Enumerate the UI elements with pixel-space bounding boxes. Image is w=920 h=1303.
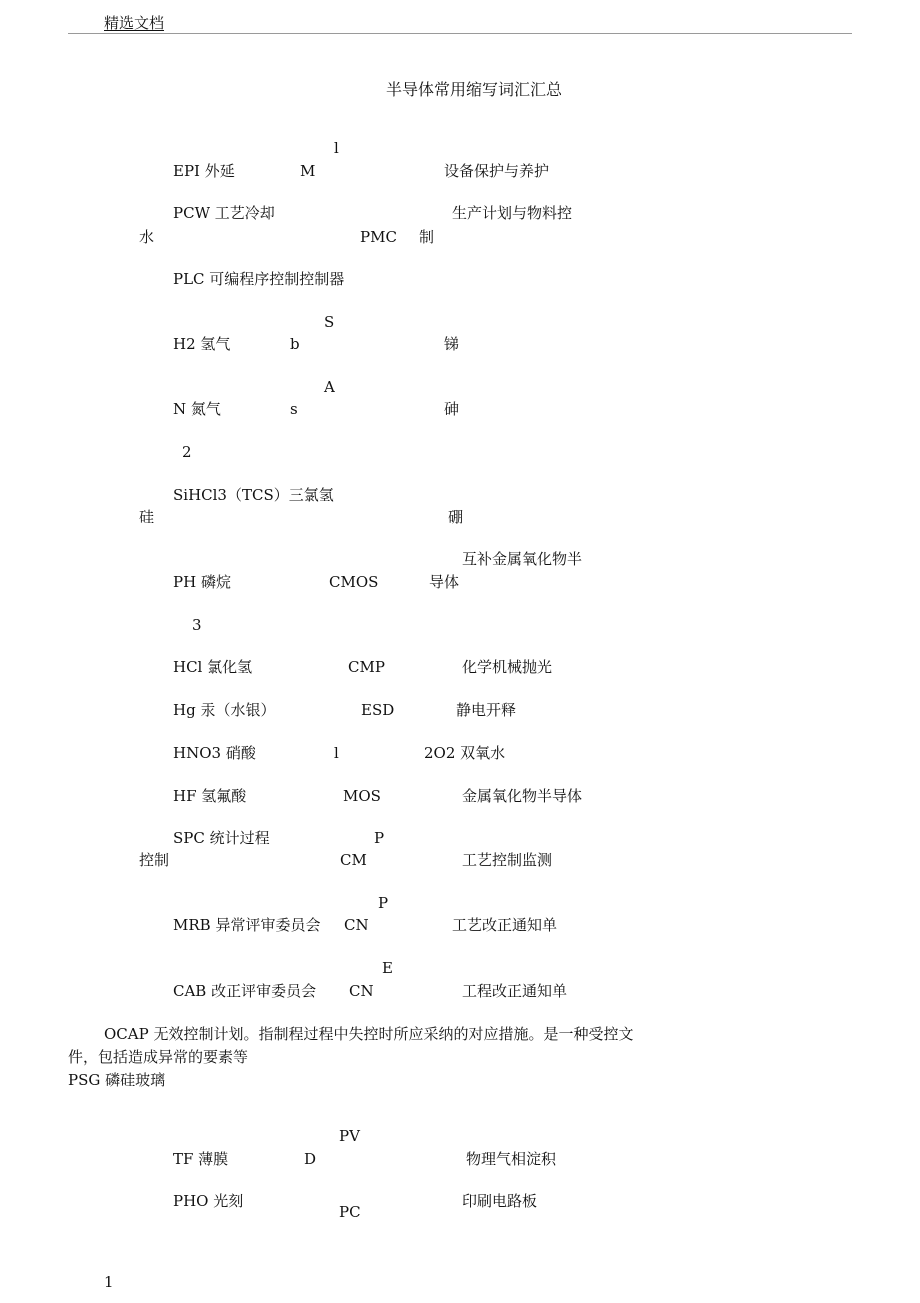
glossary-text: 工艺改正通知单 bbox=[452, 916, 558, 934]
glossary-text: Hg 汞（水银） bbox=[173, 701, 276, 719]
glossary-text: l bbox=[334, 139, 339, 157]
glossary-text: HCl 氯化氢 bbox=[173, 658, 253, 676]
glossary-text: 砷 bbox=[444, 400, 460, 418]
glossary-text: SPC 统计过程 bbox=[173, 829, 270, 847]
glossary-text: CAB 改正评审委员会 bbox=[173, 982, 317, 1000]
glossary-text: 锑 bbox=[444, 335, 460, 353]
glossary-text: D bbox=[304, 1150, 317, 1168]
header-rule bbox=[68, 33, 852, 34]
glossary-text: S bbox=[324, 313, 335, 331]
glossary-text: CN bbox=[349, 982, 374, 1000]
glossary-text: PSG 磷硅玻璃 bbox=[68, 1071, 166, 1089]
glossary-text: N 氮气 bbox=[173, 400, 221, 418]
glossary-text: CN bbox=[344, 916, 369, 934]
glossary-text: MRB 异常评审委员会 bbox=[173, 916, 321, 934]
glossary-text: 制 bbox=[419, 228, 435, 246]
glossary-text: HNO3 硝酸 bbox=[173, 744, 256, 762]
glossary-text: A bbox=[324, 378, 335, 396]
glossary-text: SiHCl3（TCS）三氯氢 bbox=[173, 486, 334, 504]
glossary-text: 2O2 双氧水 bbox=[424, 744, 506, 762]
glossary-text: P bbox=[374, 829, 385, 847]
glossary-text: 设备保护与养护 bbox=[444, 162, 550, 180]
glossary-text: 互补金属氧化物半 bbox=[462, 550, 583, 568]
glossary-text: HF 氢氟酸 bbox=[173, 787, 247, 805]
glossary-text: 3 bbox=[192, 616, 202, 634]
glossary-text: H2 氢气 bbox=[173, 335, 231, 353]
glossary-text: l bbox=[334, 744, 339, 762]
glossary-text: PC bbox=[339, 1203, 361, 1221]
glossary-text: CMOS bbox=[329, 573, 379, 591]
glossary-text: TF 薄膜 bbox=[173, 1150, 229, 1168]
glossary-text: 工程改正通知单 bbox=[462, 982, 568, 1000]
glossary-text: 金属氧化物半导体 bbox=[462, 787, 583, 805]
glossary-text: PLC 可编程序控制控制器 bbox=[173, 270, 345, 288]
glossary-text: PV bbox=[339, 1127, 360, 1145]
glossary-text: 硅 bbox=[139, 508, 155, 526]
glossary-text: M bbox=[300, 162, 316, 180]
page-header-label: 精选文档 bbox=[104, 14, 165, 32]
glossary-text: 印刷电路板 bbox=[462, 1192, 538, 1210]
glossary-text: PHO 光刻 bbox=[173, 1192, 244, 1210]
glossary-text: PH 磷烷 bbox=[173, 573, 231, 591]
glossary-text: 工艺控制监测 bbox=[462, 851, 553, 869]
glossary-text: 控制 bbox=[139, 851, 170, 869]
glossary-text: OCAP 无效控制计划。指制程过程中失控时所应采纳的对应措施。是一种受控文 bbox=[104, 1025, 634, 1043]
glossary-text: E bbox=[382, 959, 393, 977]
page-title: 半导体常用缩写词汇汇总 bbox=[386, 80, 563, 99]
glossary-text: MOS bbox=[343, 787, 381, 805]
glossary-text: CM bbox=[340, 851, 367, 869]
glossary-text: 静电开释 bbox=[456, 701, 517, 719]
glossary-text: P bbox=[378, 894, 389, 912]
glossary-text: ESD bbox=[361, 701, 395, 719]
glossary-text: PCW 工艺冷却 bbox=[173, 204, 275, 222]
glossary-text: 2 bbox=[182, 443, 192, 461]
glossary-text: 硼 bbox=[448, 508, 464, 526]
glossary-text: CMP bbox=[348, 658, 385, 676]
glossary-text: 水 bbox=[139, 228, 155, 246]
glossary-text: PMC bbox=[360, 228, 397, 246]
glossary-text: s bbox=[290, 400, 298, 418]
glossary-text: 物理气相淀积 bbox=[466, 1150, 557, 1168]
glossary-text: b bbox=[290, 335, 300, 353]
glossary-text: 化学机械抛光 bbox=[462, 658, 553, 676]
glossary-text: EPI 外延 bbox=[173, 162, 235, 180]
glossary-text: 导体 bbox=[429, 573, 460, 591]
page-number: 1 bbox=[104, 1273, 114, 1291]
glossary-text: 生产计划与物料控 bbox=[452, 204, 573, 222]
glossary-text: 件，包括造成异常的要素等 bbox=[68, 1048, 249, 1066]
